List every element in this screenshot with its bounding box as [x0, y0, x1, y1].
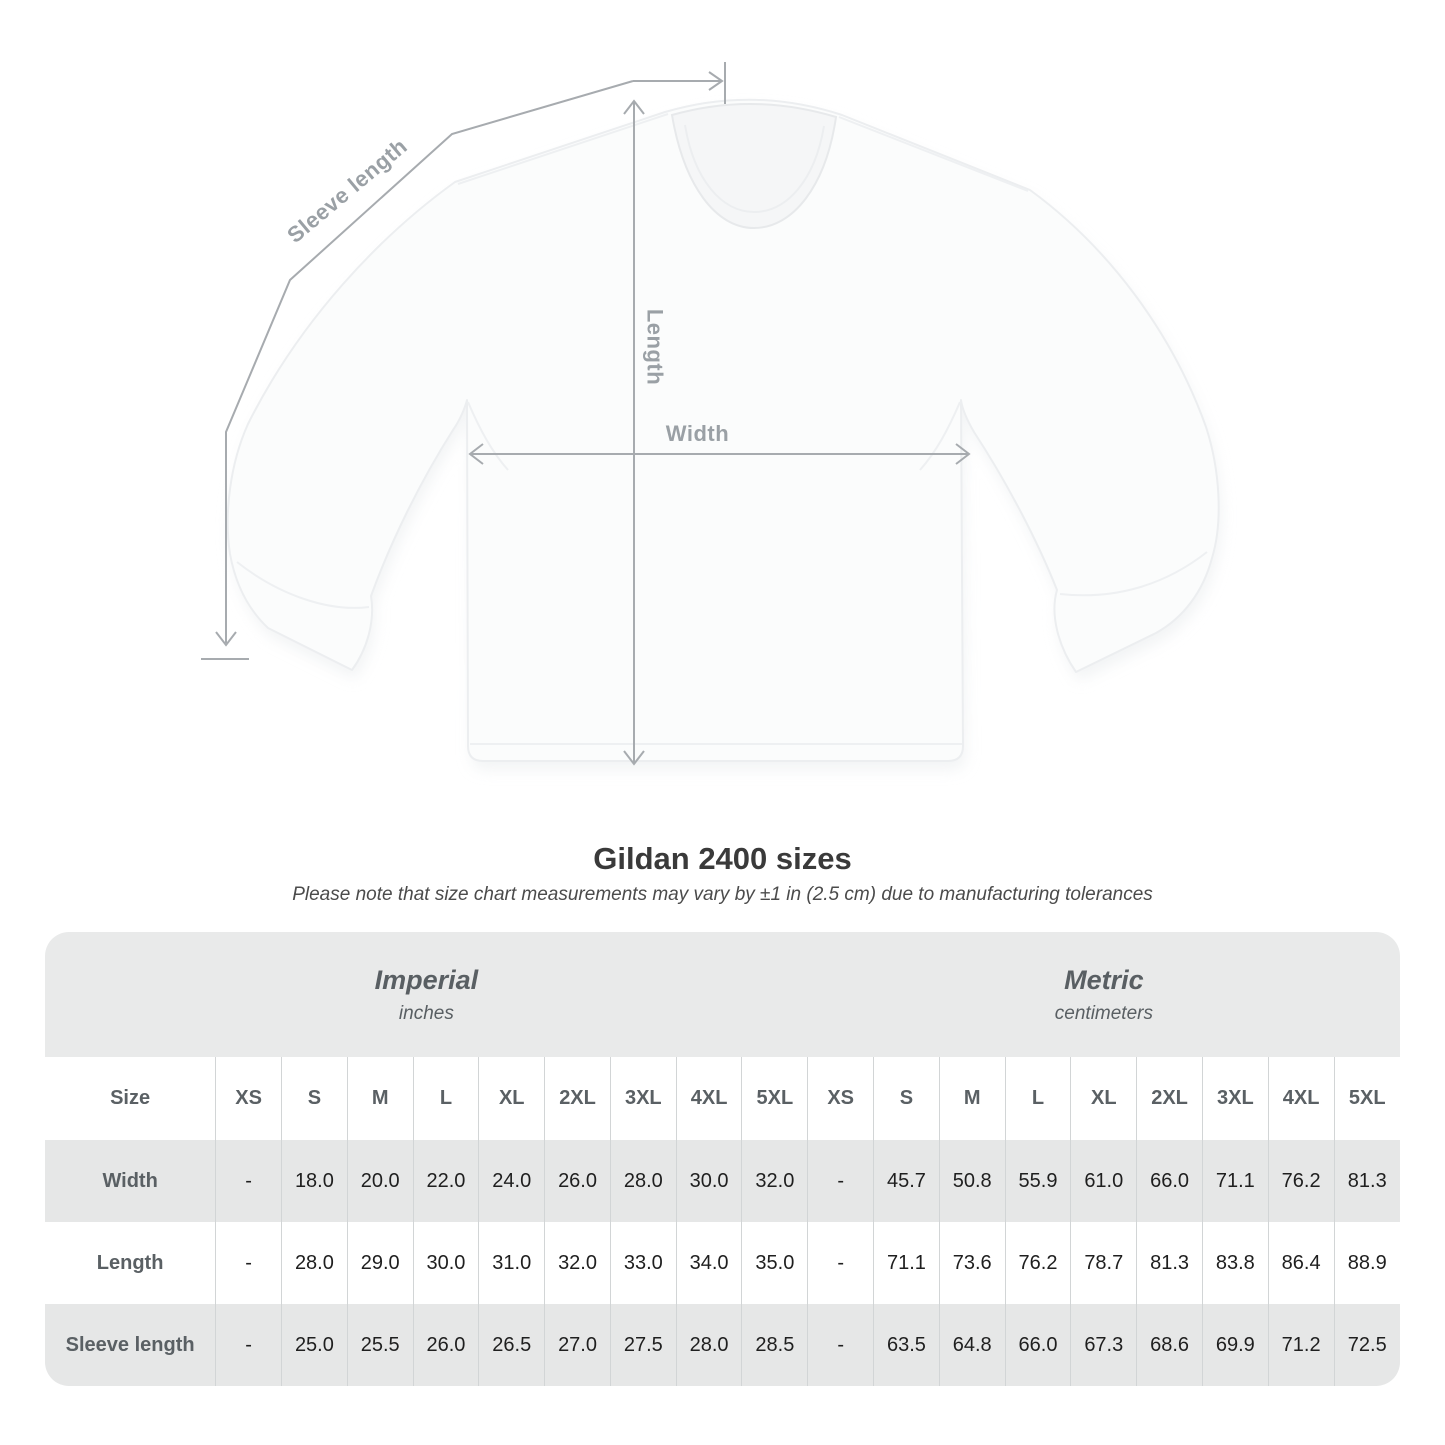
unit-section-row [45, 932, 1400, 1057]
value-cell: 22.0 [413, 1140, 479, 1222]
value-cell: 35.0 [742, 1222, 808, 1304]
row-label: Sleeve length [65, 1333, 195, 1356]
size-header-imperial-2xl: 2XL [545, 1057, 611, 1140]
value-cell: 78.7 [1071, 1222, 1137, 1304]
sleeve-length-label: Sleeve length [282, 133, 413, 248]
value-cell: 33.0 [610, 1222, 676, 1304]
imperial-section-header [45, 932, 808, 1057]
value-cell: - [216, 1140, 282, 1222]
value-cell: - [808, 1222, 874, 1304]
value-cell: 45.7 [874, 1140, 940, 1222]
value-cell: - [808, 1304, 874, 1386]
value-cell: 66.0 [1005, 1304, 1071, 1386]
size-header-imperial-xl: XL [479, 1057, 545, 1140]
value-cell: 26.5 [479, 1304, 545, 1386]
value-cell: 66.0 [1137, 1140, 1203, 1222]
value-cell: 68.6 [1137, 1304, 1203, 1386]
imperial-unit: inches [398, 1002, 454, 1024]
row-label: Width [102, 1169, 158, 1192]
value-cell: 25.5 [347, 1304, 413, 1386]
value-cell: 26.0 [545, 1140, 611, 1222]
value-cell: 18.0 [282, 1140, 348, 1222]
size-header-metric-xl: XL [1071, 1057, 1137, 1140]
value-cell: 28.0 [610, 1140, 676, 1222]
imperial-title: Imperial [374, 964, 479, 995]
size-header-imperial-s: S [282, 1057, 348, 1140]
value-cell: 76.2 [1005, 1222, 1071, 1304]
value-cell: 25.0 [282, 1304, 348, 1386]
value-cell: 27.0 [545, 1304, 611, 1386]
metric-title: Metric [1064, 964, 1144, 995]
value-cell: 63.5 [874, 1304, 940, 1386]
size-header-imperial-5xl: 5XL [742, 1057, 808, 1140]
size-chart [45, 932, 1400, 1386]
measurement-row [45, 1140, 1400, 1222]
measurement-row [45, 1222, 1400, 1304]
value-cell: 69.9 [1202, 1304, 1268, 1386]
value-cell: 81.3 [1334, 1140, 1400, 1222]
metric-unit: centimeters [1054, 1002, 1153, 1024]
value-cell: 50.8 [939, 1140, 1005, 1222]
value-cell: 24.0 [479, 1140, 545, 1222]
value-cell: 28.5 [742, 1304, 808, 1386]
length-label: Length [642, 308, 668, 386]
size-header-metric-5xl: 5XL [1334, 1057, 1400, 1140]
size-header-metric-4xl: 4XL [1268, 1057, 1334, 1140]
value-cell: 67.3 [1071, 1304, 1137, 1386]
value-cell: 71.2 [1268, 1304, 1334, 1386]
value-cell: 71.1 [1202, 1140, 1268, 1222]
value-cell: 86.4 [1268, 1222, 1334, 1304]
size-column-header: Size [45, 1057, 216, 1140]
size-header-metric-2xl: 2XL [1137, 1057, 1203, 1140]
size-header-imperial-l: L [413, 1057, 479, 1140]
size-header-metric-3xl: 3XL [1202, 1057, 1268, 1140]
value-cell: 64.8 [939, 1304, 1005, 1386]
value-cell: 26.0 [413, 1304, 479, 1386]
size-header-imperial-3xl: 3XL [610, 1057, 676, 1140]
value-cell: 72.5 [1334, 1304, 1400, 1386]
width-label: Width [665, 421, 730, 446]
value-cell: 28.0 [282, 1222, 348, 1304]
measurement-row [45, 1304, 1400, 1386]
metric-section-header [808, 932, 1400, 1057]
size-header-metric-xs: XS [808, 1057, 874, 1140]
size-chart-table [45, 932, 1400, 1386]
value-cell: 88.9 [1334, 1222, 1400, 1304]
page-title: Gildan 2400 sizes [593, 841, 852, 876]
size-header-imperial-m: M [347, 1057, 413, 1140]
value-cell: 20.0 [347, 1140, 413, 1222]
value-cell: 73.6 [939, 1222, 1005, 1304]
value-cell: - [216, 1222, 282, 1304]
size-header-metric-l: L [1005, 1057, 1071, 1140]
value-cell: 34.0 [676, 1222, 742, 1304]
value-cell: - [216, 1304, 282, 1386]
size-header-metric-s: S [874, 1057, 940, 1140]
value-cell: 27.5 [610, 1304, 676, 1386]
value-cell: 83.8 [1202, 1222, 1268, 1304]
row-label: Length [96, 1251, 164, 1274]
value-cell: 31.0 [479, 1222, 545, 1304]
value-cell: 71.1 [874, 1222, 940, 1304]
tolerance-note: Please note that size chart measurements may vary by ±1 in (2.5 cm) due to manufacturing tolerances [292, 884, 1153, 905]
value-cell: 55.9 [1005, 1140, 1071, 1222]
value-cell: 61.0 [1071, 1140, 1137, 1222]
value-cell: 32.0 [545, 1222, 611, 1304]
value-cell: 30.0 [676, 1140, 742, 1222]
value-cell: - [808, 1140, 874, 1222]
value-cell: 32.0 [742, 1140, 808, 1222]
value-cell: 28.0 [676, 1304, 742, 1386]
value-cell: 81.3 [1137, 1222, 1203, 1304]
chart-heading [0, 841, 1445, 906]
size-header-imperial-xs: XS [216, 1057, 282, 1140]
size-header-metric-m: M [939, 1057, 1005, 1140]
value-cell: 29.0 [347, 1222, 413, 1304]
value-cell: 76.2 [1268, 1140, 1334, 1222]
value-cell: 30.0 [413, 1222, 479, 1304]
size-header-row [45, 1057, 1400, 1140]
size-header-imperial-4xl: 4XL [676, 1057, 742, 1140]
